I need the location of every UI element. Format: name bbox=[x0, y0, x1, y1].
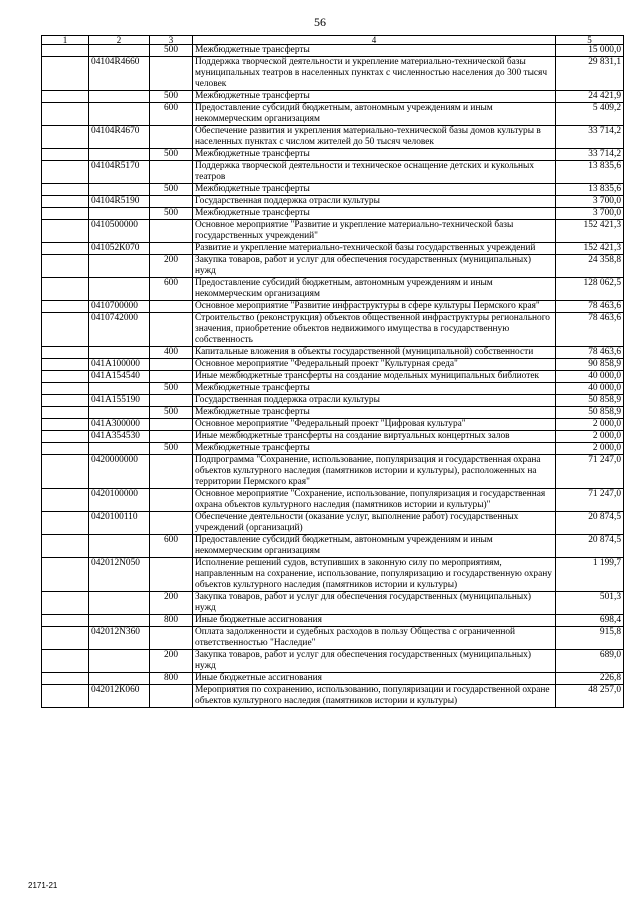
target-code-cell bbox=[89, 650, 150, 673]
section-cell bbox=[42, 455, 89, 489]
target-code-cell bbox=[89, 407, 150, 419]
amount-cell: 5 409,2 bbox=[556, 103, 624, 126]
section-cell bbox=[42, 91, 89, 103]
table-row bbox=[42, 673, 624, 685]
section-cell bbox=[42, 184, 89, 196]
table-row bbox=[42, 313, 624, 347]
item-name-cell: Предоставление субсидий бюджетным, автономным учреждениям и иным некоммерческим организациям bbox=[193, 103, 556, 126]
table-row bbox=[42, 243, 624, 255]
item-name-cell: Поддержка творческой деятельности и техническое оснащение детских и кукольных театров bbox=[193, 161, 556, 184]
amount-cell: 33 714,2 bbox=[556, 149, 624, 161]
table-row bbox=[42, 301, 624, 313]
section-cell bbox=[42, 535, 89, 558]
expense-type-cell bbox=[150, 243, 193, 255]
table-row bbox=[42, 535, 624, 558]
page-number: 56 bbox=[314, 15, 326, 29]
amount-cell: 33 714,2 bbox=[556, 126, 624, 149]
section-cell bbox=[42, 301, 89, 313]
expense-type-cell: 500 bbox=[150, 208, 193, 220]
expense-type-cell: 500 bbox=[150, 149, 193, 161]
section-cell bbox=[42, 57, 89, 91]
table-row bbox=[42, 431, 624, 443]
target-code-cell: 041A354530 bbox=[89, 431, 150, 443]
expense-type-cell bbox=[150, 313, 193, 347]
item-name-cell: Иные межбюджетные трансферты на создание модельных муниципальных библиотек bbox=[193, 371, 556, 383]
target-code-cell: 0410500000 bbox=[89, 220, 150, 243]
target-code-cell: 041052К070 bbox=[89, 243, 150, 255]
item-name-cell: Иные бюджетные ассигнования bbox=[193, 615, 556, 627]
item-name-cell: Основное мероприятие "Развитие и укрепление материально-технической базы государственных учреждений" bbox=[193, 220, 556, 243]
item-name-cell: Межбюджетные трансферты bbox=[193, 184, 556, 196]
table-row bbox=[42, 278, 624, 301]
footer-code: 2171-21 bbox=[28, 881, 58, 890]
section-cell bbox=[42, 673, 89, 685]
target-code-cell bbox=[89, 443, 150, 455]
table-row bbox=[42, 208, 624, 220]
table-row bbox=[42, 220, 624, 243]
section-cell bbox=[42, 407, 89, 419]
item-name-cell: Межбюджетные трансферты bbox=[193, 149, 556, 161]
amount-cell: 1 199,7 bbox=[556, 558, 624, 592]
target-code-cell: 04104R5190 bbox=[89, 196, 150, 208]
target-code-cell: 04104R4670 bbox=[89, 126, 150, 149]
target-code-cell: 04104R5170 bbox=[89, 161, 150, 184]
expense-type-cell bbox=[150, 489, 193, 512]
target-code-cell bbox=[89, 184, 150, 196]
table-row bbox=[42, 443, 624, 455]
table-row bbox=[42, 184, 624, 196]
section-cell bbox=[42, 592, 89, 615]
target-code-cell: 041A100000 bbox=[89, 359, 150, 371]
expense-type-cell: 500 bbox=[150, 407, 193, 419]
expense-type-cell: 500 bbox=[150, 443, 193, 455]
table-header-row bbox=[42, 36, 624, 45]
amount-cell: 50 858,9 bbox=[556, 395, 624, 407]
item-name-cell: Основное мероприятие "Сохранение, использование, популяризация и государственная охрана объектов культурного наследия (памятников истории и культуры)" bbox=[193, 489, 556, 512]
item-name-cell: Оплата задолженности и судебных расходов в пользу Общества с ограниченной ответственностью "Наследие" bbox=[193, 627, 556, 650]
table-row bbox=[42, 558, 624, 592]
expense-type-cell bbox=[150, 431, 193, 443]
section-cell bbox=[42, 313, 89, 347]
section-cell bbox=[42, 161, 89, 184]
target-code-cell: 042012N050 bbox=[89, 558, 150, 592]
table-row bbox=[42, 407, 624, 419]
expense-type-cell bbox=[150, 196, 193, 208]
table-row bbox=[42, 592, 624, 615]
item-name-cell: Государственная поддержка отрасли культуры bbox=[193, 395, 556, 407]
target-code-cell bbox=[89, 615, 150, 627]
amount-cell: 90 858,9 bbox=[556, 359, 624, 371]
table-row bbox=[42, 196, 624, 208]
expense-type-cell: 500 bbox=[150, 45, 193, 57]
amount-cell: 152 421,3 bbox=[556, 243, 624, 255]
target-code-cell bbox=[89, 278, 150, 301]
section-cell bbox=[42, 685, 89, 708]
target-code-cell: 0410700000 bbox=[89, 301, 150, 313]
table-row bbox=[42, 359, 624, 371]
expense-type-cell: 200 bbox=[150, 592, 193, 615]
target-code-cell: 0420100000 bbox=[89, 489, 150, 512]
item-name-cell: Обеспечение развития и укрепления материально-технической базы домов культуры в населенных пунктах с числом жителей до 50 тысяч человек bbox=[193, 126, 556, 149]
amount-cell: 2 000,0 bbox=[556, 443, 624, 455]
section-cell bbox=[42, 650, 89, 673]
expense-type-cell bbox=[150, 57, 193, 91]
expense-type-cell bbox=[150, 371, 193, 383]
target-code-cell bbox=[89, 208, 150, 220]
amount-cell: 24 358,8 bbox=[556, 255, 624, 278]
target-code-cell: 041A300000 bbox=[89, 419, 150, 431]
item-name-cell: Межбюджетные трансферты bbox=[193, 91, 556, 103]
amount-cell: 226,8 bbox=[556, 673, 624, 685]
section-cell bbox=[42, 149, 89, 161]
item-name-cell: Основное мероприятие "Федеральный проект "Культурная среда" bbox=[193, 359, 556, 371]
expense-type-cell bbox=[150, 359, 193, 371]
section-cell bbox=[42, 627, 89, 650]
expense-type-cell: 200 bbox=[150, 255, 193, 278]
target-code-cell bbox=[89, 103, 150, 126]
target-code-cell: 0410742000 bbox=[89, 313, 150, 347]
expense-type-cell bbox=[150, 126, 193, 149]
amount-cell: 698,4 bbox=[556, 615, 624, 627]
table-row bbox=[42, 347, 624, 359]
expense-type-cell: 600 bbox=[150, 535, 193, 558]
amount-cell: 20 874,5 bbox=[556, 535, 624, 558]
expense-type-cell bbox=[150, 419, 193, 431]
expense-type-cell bbox=[150, 685, 193, 708]
amount-cell: 501,3 bbox=[556, 592, 624, 615]
item-name-cell: Межбюджетные трансферты bbox=[193, 443, 556, 455]
section-cell bbox=[42, 489, 89, 512]
target-code-cell bbox=[89, 91, 150, 103]
section-cell bbox=[42, 371, 89, 383]
target-code-cell: 042012К060 bbox=[89, 685, 150, 708]
item-name-cell: Капитальные вложения в объекты государственной (муниципальной) собственности bbox=[193, 347, 556, 359]
target-code-cell: 0420000000 bbox=[89, 455, 150, 489]
amount-cell: 3 700,0 bbox=[556, 196, 624, 208]
amount-cell: 20 874,5 bbox=[556, 512, 624, 535]
table-row bbox=[42, 615, 624, 627]
target-code-cell bbox=[89, 592, 150, 615]
target-code-cell bbox=[89, 255, 150, 278]
expense-type-cell bbox=[150, 512, 193, 535]
expense-type-cell: 500 bbox=[150, 91, 193, 103]
expense-type-cell bbox=[150, 161, 193, 184]
amount-cell: 40 000,0 bbox=[556, 371, 624, 383]
section-cell bbox=[42, 220, 89, 243]
table-row bbox=[42, 371, 624, 383]
amount-cell: 50 858,9 bbox=[556, 407, 624, 419]
table-row bbox=[42, 161, 624, 184]
item-name-cell: Предоставление субсидий бюджетным, автономным учреждениям и иным некоммерческим организациям bbox=[193, 535, 556, 558]
expense-type-cell bbox=[150, 455, 193, 489]
table-row bbox=[42, 489, 624, 512]
target-code-cell bbox=[89, 383, 150, 395]
item-name-cell: Закупка товаров, работ и услуг для обеспечения государственных (муниципальных) нужд bbox=[193, 592, 556, 615]
amount-cell: 78 463,6 bbox=[556, 313, 624, 347]
section-cell bbox=[42, 383, 89, 395]
table-row bbox=[42, 455, 624, 489]
item-name-cell: Межбюджетные трансферты bbox=[193, 383, 556, 395]
target-code-cell: 04104R4660 bbox=[89, 57, 150, 91]
header-col-2: 2 bbox=[89, 36, 150, 45]
item-name-cell: Межбюджетные трансферты bbox=[193, 208, 556, 220]
budget-table bbox=[41, 35, 624, 708]
amount-cell: 40 000,0 bbox=[556, 383, 624, 395]
section-cell bbox=[42, 395, 89, 407]
section-cell bbox=[42, 126, 89, 149]
amount-cell: 13 835,6 bbox=[556, 161, 624, 184]
amount-cell: 2 000,0 bbox=[556, 431, 624, 443]
item-name-cell: Поддержка творческой деятельности и укрепление материально-технической базы муниципальных театров в населенных пунктах с численностью населения до 300 тысяч человек bbox=[193, 57, 556, 91]
table-row bbox=[42, 383, 624, 395]
table-row bbox=[42, 512, 624, 535]
amount-cell: 29 831,1 bbox=[556, 57, 624, 91]
target-code-cell: 041A155190 bbox=[89, 395, 150, 407]
amount-cell: 13 835,6 bbox=[556, 184, 624, 196]
section-cell bbox=[42, 347, 89, 359]
item-name-cell: Мероприятия по сохранению, использованию, популяризации и государственной охране объектов культурного наследия (памятников истории и культуры) bbox=[193, 685, 556, 708]
expense-type-cell bbox=[150, 301, 193, 313]
section-cell bbox=[42, 196, 89, 208]
table-row bbox=[42, 91, 624, 103]
item-name-cell: Государственная поддержка отрасли культуры bbox=[193, 196, 556, 208]
target-code-cell bbox=[89, 45, 150, 57]
item-name-cell: Развитие и укрепление материально-технической базы государственных учреждений bbox=[193, 243, 556, 255]
table-row bbox=[42, 650, 624, 673]
item-name-cell: Подпрограмма "Сохранение, использование, популяризация и государственная охрана объектов культурного наследия (памятников истории и культуры), расположенных на территории Пермского края" bbox=[193, 455, 556, 489]
item-name-cell: Закупка товаров, работ и услуг для обеспечения государственных (муниципальных) нужд bbox=[193, 650, 556, 673]
table-row bbox=[42, 395, 624, 407]
target-code-cell bbox=[89, 347, 150, 359]
table-row bbox=[42, 149, 624, 161]
item-name-cell: Иные бюджетные ассигнования bbox=[193, 673, 556, 685]
target-code-cell: 0420100110 bbox=[89, 512, 150, 535]
expense-type-cell: 800 bbox=[150, 673, 193, 685]
section-cell bbox=[42, 512, 89, 535]
item-name-cell: Исполнение решений судов, вступивших в законную силу по мероприятиям, направленным на сохранение, использование, популяризацию и государственную охрану объектов культурного наследия (памятников истории и культуры) bbox=[193, 558, 556, 592]
expense-type-cell bbox=[150, 220, 193, 243]
section-cell bbox=[42, 45, 89, 57]
table-row bbox=[42, 255, 624, 278]
expense-type-cell: 200 bbox=[150, 650, 193, 673]
expense-type-cell: 400 bbox=[150, 347, 193, 359]
table-row bbox=[42, 45, 624, 57]
amount-cell: 689,0 bbox=[556, 650, 624, 673]
section-cell bbox=[42, 615, 89, 627]
amount-cell: 2 000,0 bbox=[556, 419, 624, 431]
table-row bbox=[42, 685, 624, 708]
amount-cell: 71 247,0 bbox=[556, 455, 624, 489]
item-name-cell: Закупка товаров, работ и услуг для обеспечения государственных (муниципальных) нужд bbox=[193, 255, 556, 278]
target-code-cell: 041A154540 bbox=[89, 371, 150, 383]
amount-cell: 128 062,5 bbox=[556, 278, 624, 301]
expense-type-cell bbox=[150, 627, 193, 650]
expense-type-cell: 600 bbox=[150, 278, 193, 301]
item-name-cell: Межбюджетные трансферты bbox=[193, 407, 556, 419]
item-name-cell: Межбюджетные трансферты bbox=[193, 45, 556, 57]
item-name-cell: Предоставление субсидий бюджетным, автономным учреждениям и иным некоммерческим организациям bbox=[193, 278, 556, 301]
section-cell bbox=[42, 103, 89, 126]
table-row bbox=[42, 126, 624, 149]
table-row bbox=[42, 57, 624, 91]
section-cell bbox=[42, 243, 89, 255]
table-row bbox=[42, 103, 624, 126]
expense-type-cell: 500 bbox=[150, 383, 193, 395]
section-cell bbox=[42, 208, 89, 220]
expense-type-cell bbox=[150, 395, 193, 407]
amount-cell: 915,8 bbox=[556, 627, 624, 650]
expense-type-cell bbox=[150, 558, 193, 592]
table-row bbox=[42, 627, 624, 650]
amount-cell: 78 463,6 bbox=[556, 347, 624, 359]
header-col-1: 1 bbox=[42, 36, 89, 45]
section-cell bbox=[42, 278, 89, 301]
section-cell bbox=[42, 419, 89, 431]
item-name-cell: Иные межбюджетные трансферты на создание виртуальных концертных залов bbox=[193, 431, 556, 443]
item-name-cell: Обеспечение деятельности (оказание услуг, выполнение работ) государственных учреждений (организаций) bbox=[193, 512, 556, 535]
section-cell bbox=[42, 255, 89, 278]
target-code-cell bbox=[89, 535, 150, 558]
item-name-cell: Строительство (реконструкция) объектов общественной инфраструктуры регионального значения, приобретение объектов недвижимого имущества в государственную собственность bbox=[193, 313, 556, 347]
header-col-5: 5 bbox=[556, 36, 624, 45]
target-code-cell: 042012N360 bbox=[89, 627, 150, 650]
amount-cell: 71 247,0 bbox=[556, 489, 624, 512]
header-col-3: 3 bbox=[150, 36, 193, 45]
amount-cell: 15 000,0 bbox=[556, 45, 624, 57]
section-cell bbox=[42, 558, 89, 592]
item-name-cell: Основное мероприятие "Развитие инфраструктуры в сфере культуры Пермского края" bbox=[193, 301, 556, 313]
amount-cell: 78 463,6 bbox=[556, 301, 624, 313]
section-cell bbox=[42, 443, 89, 455]
expense-type-cell: 800 bbox=[150, 615, 193, 627]
amount-cell: 3 700,0 bbox=[556, 208, 624, 220]
expense-type-cell: 500 bbox=[150, 184, 193, 196]
section-cell bbox=[42, 359, 89, 371]
amount-cell: 48 257,0 bbox=[556, 685, 624, 708]
target-code-cell bbox=[89, 149, 150, 161]
amount-cell: 24 421,9 bbox=[556, 91, 624, 103]
target-code-cell bbox=[89, 673, 150, 685]
item-name-cell: Основное мероприятие "Федеральный проект "Цифровая культура" bbox=[193, 419, 556, 431]
amount-cell: 152 421,3 bbox=[556, 220, 624, 243]
section-cell bbox=[42, 431, 89, 443]
header-col-4: 4 bbox=[193, 36, 556, 45]
expense-type-cell: 600 bbox=[150, 103, 193, 126]
table-row bbox=[42, 419, 624, 431]
